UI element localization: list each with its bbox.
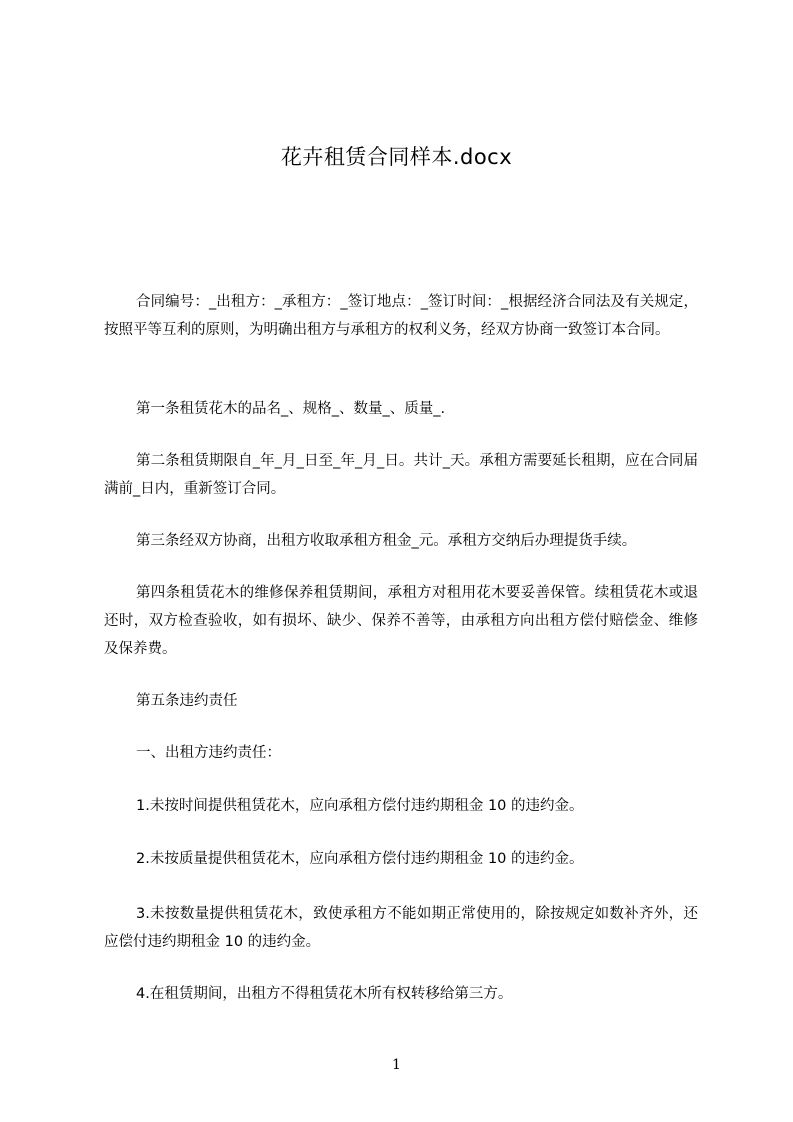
page-number: 1	[392, 1057, 401, 1073]
liability-item-1: 1.未按时间提供租赁花木，应向承租方偿付违约期租金 10 的违约金。	[136, 798, 584, 814]
article-4-paragraph: 第四条租赁花木的维修保养租赁期间，承租方对租用花木要妥善保管。续租赁花木或退还时，双方检查验收，如有损坏、缺少、保养不善等，由承租方向出租方偿付赔偿金、维修及保养费。	[104, 585, 698, 657]
liability-item-3: 3.未按数量提供租赁花木，致使承租方不能如期正常使用的，除按规定如数补齐外，还应偿付违约期租金 10 的违约金。	[104, 906, 698, 950]
article-5-heading: 第五条违约责任	[136, 693, 238, 709]
article-1-paragraph: 第一条租赁花木的品名_、规格_、数量_、质量_.	[136, 401, 446, 417]
article-3-paragraph: 第三条经双方协商，出租方收取承租方租金_元。承租方交纳后办理提货手续。	[136, 533, 637, 549]
article-2-paragraph: 第二条租赁期限自_年_月_日至_年_月_日。共计_天。承租方需要延长租期，应在合同届满前_日内，重新签订合同。	[104, 453, 698, 497]
document-title: 花卉租赁合同样本.docx	[280, 145, 513, 169]
liability-item-4: 4.在租赁期间，出租方不得租赁花木所有权转移给第三方。	[136, 986, 513, 1002]
lessor-liability-heading: 一、出租方违约责任：	[136, 745, 281, 761]
liability-item-2: 2.未按质量提供租赁花木，应向承租方偿付违约期租金 10 的违约金。	[136, 851, 584, 867]
contract-preamble-paragraph: 合同编号：_出租方：_承租方：_签订地点：_签订时间：_根据经济合同法及有关规定，按照平等互利的原则，为明确出租方与承租方的权利义务，经双方协商一致签订本合同。	[104, 294, 698, 338]
